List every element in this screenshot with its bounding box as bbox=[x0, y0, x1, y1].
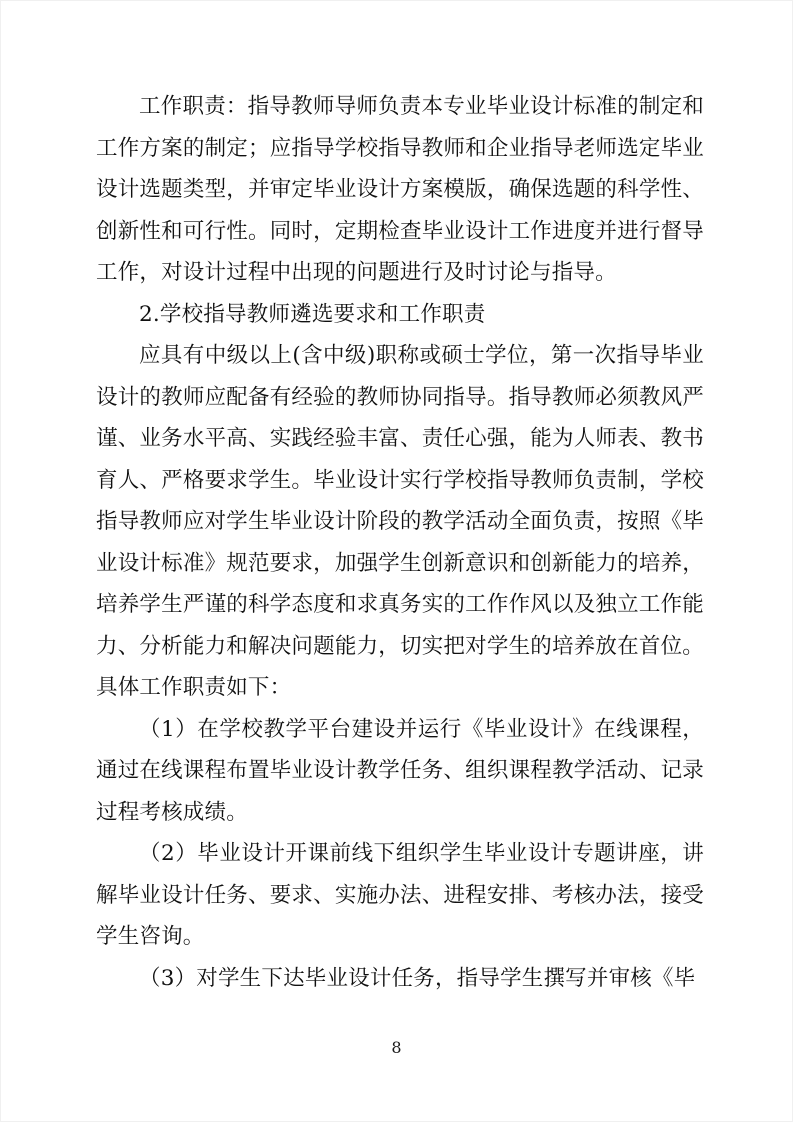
paragraph-item-3: （3）对学生下达毕业设计任务，指导学生撰写并审核《毕 bbox=[139, 965, 696, 991]
page-number: 8 bbox=[391, 1038, 402, 1057]
paragraph-section-heading: 2.学校指导教师遴选要求和工作职责 bbox=[139, 301, 486, 327]
paragraph-teacher-requirements: 应具有中级以上(含中级)职称或硕士学位，第一次指导毕业设计的教师应配备有经验的教师协同指导。指导教师必须教风严谨、业务水平高、实践经验丰富、责任心强，能为人师表、教书育人、严格要求学生。毕业设计实行学校指导教师负责制，学校指导教师应对学生毕业设计阶段的教学活动全面负责，按照《毕业设计标准》规范要求，加强学生创新意识和创新能力的培养，培养学生严谨的科学态度和求真务实的工作作风以及独立工作能力、分析能力和解决问题能力，切实把对学生的培养放在首位。具体工作职责如下： bbox=[96, 343, 704, 700]
paragraph-work-duties: 工作职责：指导教师导师负责本专业毕业设计标准的制定和工作方案的制定；应指导学校指导教师和企业指导老师选定毕业设计选题类型，并审定毕业设计方案模版，确保选题的科学性、创新性和可行性。同时，定期检查毕业设计工作进度并进行督导工作，对设计过程中出现的问题进行及时讨论与指导。 bbox=[96, 94, 704, 285]
paragraph-item-1: （1）在学校教学平台建设并运行《毕业设计》在线课程，通过在线课程布置毕业设计教学任务、组织课程教学活动、记录过程考核成绩。 bbox=[96, 716, 704, 825]
page-body bbox=[96, 86, 704, 999]
paragraph-item-2: （2）毕业设计开课前线下组织学生毕业设计专题讲座，讲解毕业设计任务、要求、实施办法、进程安排、考核办法，接受学生咨询。 bbox=[96, 841, 704, 949]
